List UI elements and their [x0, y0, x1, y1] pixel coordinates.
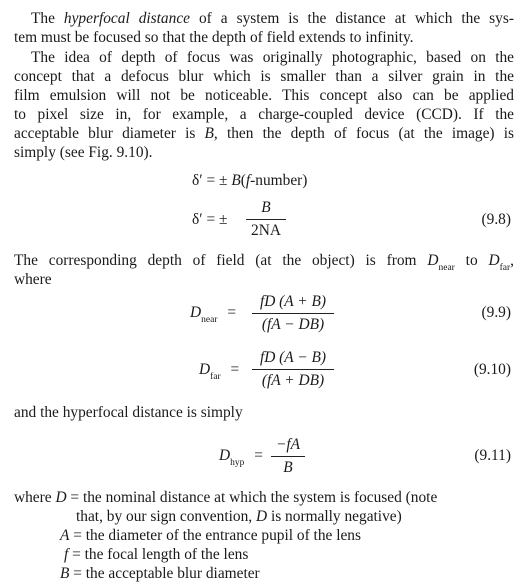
text: that, by our sign convention, — [76, 508, 256, 525]
equation-number: (9.9) — [481, 304, 511, 321]
var-B: B — [231, 172, 241, 189]
var-B: B — [60, 565, 70, 582]
term-hyperfocal-distance: hyperfocal distance — [63, 10, 190, 27]
fraction-bar — [246, 219, 286, 220]
text-line: The idea of depth of focus was originally photographic, based on the — [31, 49, 514, 66]
fraction-bar — [252, 313, 334, 314]
subscript: near — [201, 315, 218, 325]
denominator: (fA − DB) — [261, 316, 325, 333]
text-line: simply (see Fig. 9.10). — [14, 144, 153, 161]
text-line — [14, 488, 437, 507]
text: to — [454, 252, 489, 269]
fraction — [271, 436, 305, 477]
text: The — [31, 10, 64, 27]
denominator: 2NA — [251, 222, 281, 239]
text: = the focal length of the lens — [68, 546, 249, 563]
text-line — [76, 507, 402, 526]
fraction-bar — [252, 369, 334, 370]
text: acceptable blur diameter is — [14, 125, 205, 142]
fraction — [252, 293, 334, 334]
equation-number: (9.8) — [481, 211, 511, 228]
text-line — [60, 564, 260, 583]
subscript: near — [438, 263, 455, 273]
subscript: far — [210, 372, 221, 382]
text-line: concept that a defocus blur which is smaller than a silver grain in the — [14, 68, 514, 85]
denominator: (fA + DB) — [261, 372, 325, 389]
text: -number) — [250, 172, 308, 189]
text-line: and the hyperfocal distance is simply — [14, 404, 243, 421]
denominator: B — [283, 459, 293, 476]
numerator: fD (A − B) — [259, 349, 327, 366]
text: The corresponding depth of field (at the object) is from — [14, 252, 428, 269]
text: of a system is the distance at which the sys- — [190, 10, 514, 27]
equation-number: (9.10) — [473, 361, 511, 378]
equation-lhs — [199, 361, 240, 382]
var-D: D — [255, 508, 268, 525]
equation-lhs — [190, 304, 237, 325]
subscript: far — [499, 263, 511, 273]
text-line: film emulsion will not be noticeable. This concept also can be applied — [14, 87, 514, 104]
equation-lhs — [219, 447, 263, 468]
equals-sign: = — [227, 304, 237, 321]
equals-sign: = — [254, 447, 263, 464]
text: where — [14, 489, 56, 506]
var-D: D — [199, 361, 211, 378]
fraction — [246, 199, 286, 240]
text: = the acceptable blur diameter — [69, 565, 260, 582]
equation-lhs: δ′ = ± — [192, 172, 228, 189]
text-line — [60, 526, 361, 545]
fraction-bar — [271, 456, 305, 457]
text: = the nominal distance at which the system is focused (note — [66, 489, 438, 506]
text-line: tem must be focused so that the depth of field extends to infinity. — [14, 29, 414, 46]
fraction — [252, 349, 334, 390]
var-D: D — [219, 447, 231, 464]
text: is normally negative) — [267, 508, 402, 525]
numerator: −fA — [275, 436, 301, 453]
equation-lhs — [192, 211, 227, 229]
var-f: f — [64, 546, 69, 563]
text: , then the depth of focus (at the image) is — [213, 125, 514, 142]
equation-lhs: δ′ = ± — [192, 211, 228, 228]
text-line — [14, 124, 514, 143]
text: , — [510, 252, 514, 269]
text: = the diameter of the entrance pupil of the lens — [69, 527, 361, 544]
numerator: B — [261, 199, 271, 216]
subscript: hyp — [230, 458, 245, 468]
numerator: fD (A + B) — [259, 293, 327, 310]
var-f: f — [245, 172, 251, 189]
var-B: B — [204, 125, 214, 142]
var-D: D — [55, 489, 67, 506]
equals-sign: = — [230, 361, 240, 378]
var-D: D — [190, 304, 202, 321]
equation-depth-of-focus: δ′ = ± B(f-number) — [192, 172, 308, 189]
text-line: to pixel size in, for example, a charge-coupled device (CCD). If the — [14, 106, 514, 123]
var-D: D — [488, 252, 500, 269]
text-line — [64, 545, 248, 564]
equation-number: (9.11) — [474, 447, 511, 464]
text-line — [31, 9, 514, 28]
var-A: A — [60, 527, 70, 544]
var-D: D — [427, 252, 439, 269]
text-line: where — [14, 271, 52, 288]
